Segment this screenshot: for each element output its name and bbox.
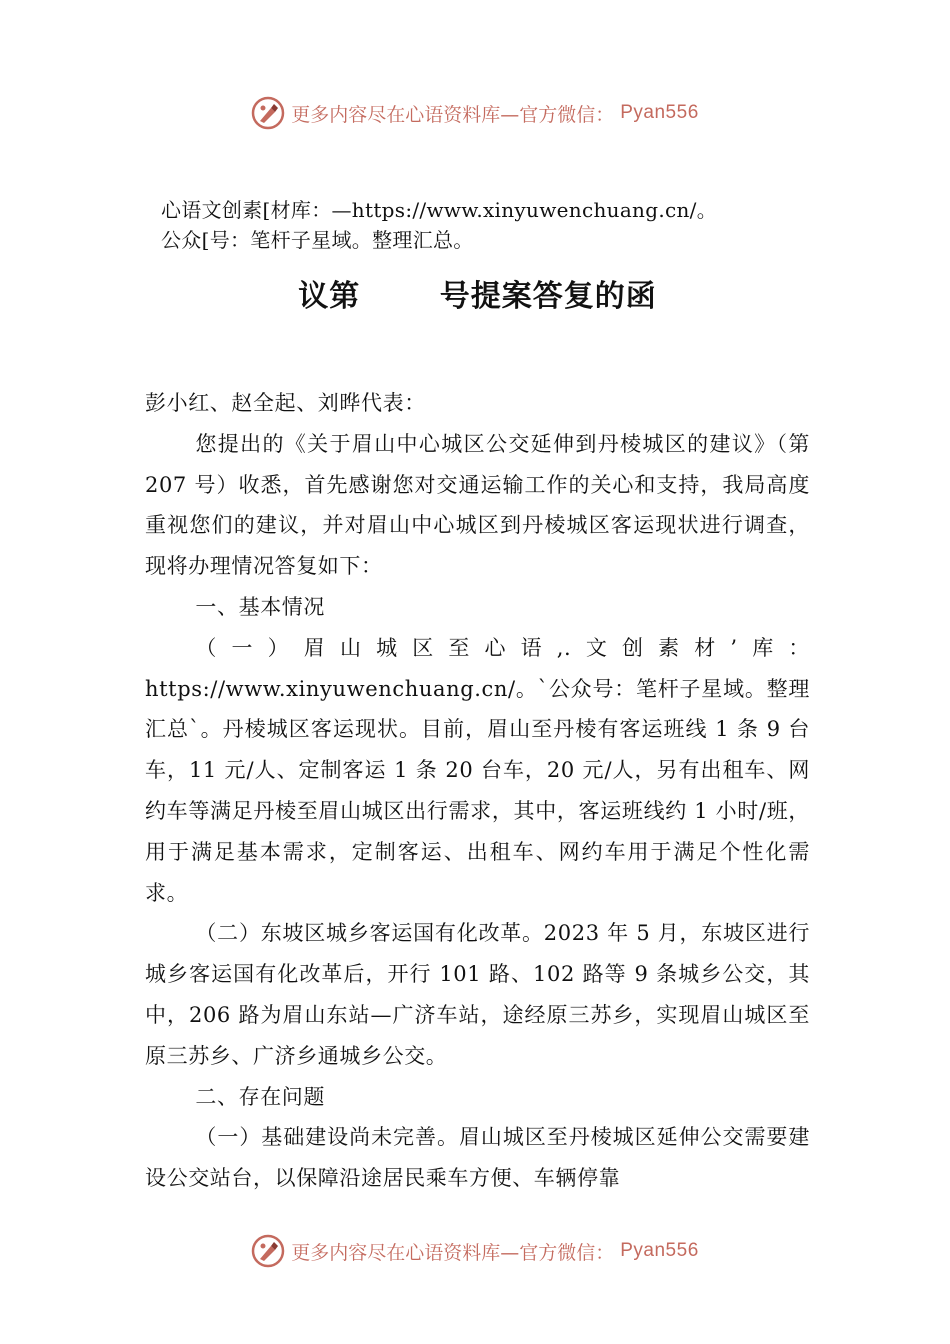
watermark-wechat-id: Pyan556 [620, 1240, 699, 1261]
salutation: 彭小红、赵全起、刘晔代表： [145, 391, 426, 415]
watermark-text: 更多内容尽在心语资料库—官方微信： [291, 1241, 615, 1264]
watermark-banner-top [0, 96, 950, 130]
paragraph-infrastructure: （一）基础建设尚未完善。眉山城区至丹棱城区延伸公交需要建设公交站台，以保障沿途居民乘车方便、车辆停靠 [145, 1125, 810, 1191]
pen-nib-seal-icon [251, 1234, 285, 1268]
paragraph-reform: （二）东坡区城乡客运国有化改革。2023 年 5 月，东坡区进行城乡客运国有化改革后，开行 101 路、102 路等 9 条城乡公交，其中，206 路为眉山东站—广济车站，途经原三苏乡，实现眉山城区至原三苏乡、广济乡通城乡公交。 [145, 921, 810, 1068]
source-note-line-1: 心语文创素[材库：—https://www.xinyuwenchuang.cn/。 [161, 198, 718, 222]
section-heading-problems: 二、存在问题 [195, 1084, 325, 1109]
document-title: 议第 号提案答复的函 [298, 279, 657, 314]
pen-nib-seal-icon [251, 96, 285, 130]
paragraph-current-status: （一）眉山城区至心语,.文创素材’库：https://www.xinyuwenchuang.cn/。`公众号：笔杆子星域。整理汇总`。丹棱城区客运现状。目前，眉山至丹棱有客运班线 1 条 9 台车，11 元/人、定制客运 1 条 20 台车，20 元/人，另有出租车、网约车等满足丹棱至眉山城区出行需求，其中，客运班线约 1 小时/班，用于满足基本需求，定制客运、出租车、网约车用于满足个性化需求。 [145, 635, 810, 905]
watermark-wechat-id: Pyan556 [620, 102, 699, 123]
document-body [145, 383, 810, 1199]
watermark-banner-bottom [0, 1234, 950, 1268]
document-page [145, 195, 810, 1199]
source-note-line-2: 公众[号：笔杆子星域。整理汇总。 [161, 228, 474, 252]
watermark-text: 更多内容尽在心语资料库—官方微信： [291, 103, 615, 126]
section-heading-basic: 一、基本情况 [195, 594, 325, 619]
paragraph-intro: 您提出的《关于眉山中心城区公交延伸到丹棱城区的建议》（第 207 号）收悉，首先感谢您对交通运输工作的关心和支持，我局高度重视您们的建议，并对眉山中心城区到丹棱城区客运现状进行调查，现将办理情况答复如下： [145, 431, 810, 579]
